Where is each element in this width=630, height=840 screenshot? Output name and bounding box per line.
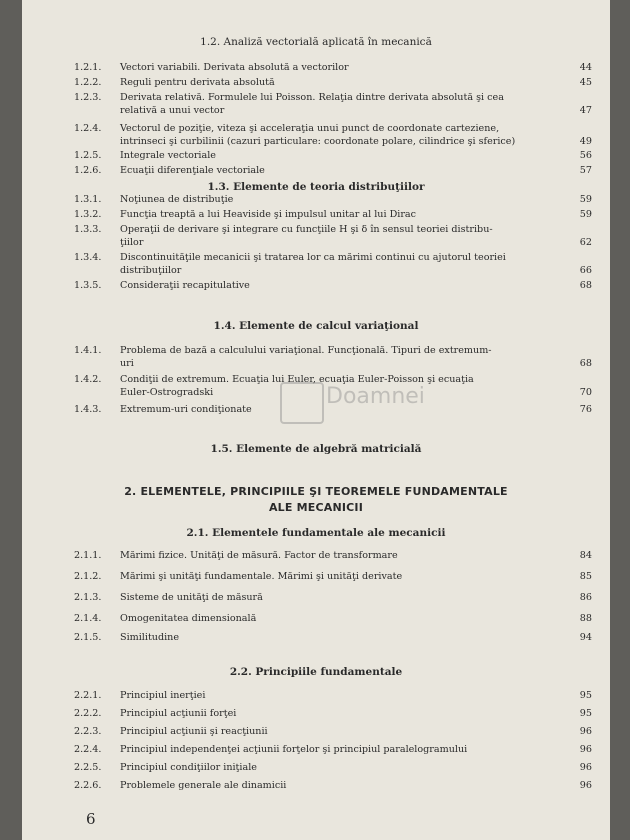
toc-entry-title-continued: Euler-Ostrogradski <box>120 387 214 398</box>
toc-entry-title: Sisteme de unităţi de măsură <box>120 592 263 603</box>
toc-entry <box>74 224 602 250</box>
toc-entry <box>74 62 602 75</box>
toc-entry-number: 2.2.2. <box>74 708 102 719</box>
toc-entry-number: 2.2.4. <box>74 744 102 755</box>
toc-entry-page: 70 <box>579 387 592 398</box>
toc-entry-page: 68 <box>579 358 592 369</box>
toc-entry-title: Vectori variabili. Derivata absolută a vectorilor <box>120 62 349 73</box>
toc-entry-page: 59 <box>579 194 592 205</box>
toc-entry-number: 2.1.5. <box>74 632 102 643</box>
section-heading-2-2: 2.2. Principiile fundamentale <box>229 666 403 678</box>
toc-entry-number: 1.4.3. <box>74 404 102 415</box>
book-icon <box>280 382 324 424</box>
toc-entry <box>74 762 602 775</box>
toc-entry-number: 1.3.1. <box>74 194 102 205</box>
toc-entry-title: Mărimi fizice. Unităţi de măsură. Factor de transformare <box>120 550 398 561</box>
toc-entry-title: Principiul inerţiei <box>120 690 206 701</box>
toc-entry <box>74 690 602 703</box>
toc-entry-number: 2.1.4. <box>74 613 102 624</box>
toc-entry-title: Derivata relativă. Formulele lui Poisson. Relaţia dintre derivata absolută şi cea <box>120 92 504 103</box>
toc-entry-number: 1.3.5. <box>74 280 102 291</box>
toc-entry-page: 68 <box>579 280 592 291</box>
toc-entry-number: 1.2.1. <box>74 62 102 73</box>
toc-entry-page: 66 <box>579 265 592 276</box>
toc-entry-page: 47 <box>579 105 592 116</box>
toc-entry-title: Discontinuităţile mecanicii şi tratarea lor ca mărimi continui cu ajutorul teoriei <box>120 252 506 263</box>
toc-entry-number: 1.2.4. <box>74 123 102 134</box>
toc-entry-title-continued: ţiilor <box>120 237 144 248</box>
toc-entry-title: Principiul acţiunii forţei <box>120 708 237 719</box>
toc-entry-number: 2.1.1. <box>74 550 102 561</box>
toc-entry-title: Mărimi şi unităţi fundamentale. Mărimi şi unităţi derivate <box>120 571 403 582</box>
toc-entry-number: 1.2.3. <box>74 92 102 103</box>
section-heading-1-5: 1.5. Elemente de algebră matricială <box>210 443 422 455</box>
toc-entry-number: 2.2.5. <box>74 762 102 773</box>
toc-entry-title: Consideraţii recapitulative <box>120 280 250 291</box>
toc-entry-number: 1.2.5. <box>74 150 102 161</box>
toc-entry-number: 1.4.2. <box>74 374 102 385</box>
toc-entry <box>74 209 602 222</box>
toc-entry-title: Ecuaţii diferenţiale vectoriale <box>120 165 265 176</box>
toc-entry-title: Similitudine <box>120 632 180 643</box>
toc-entry <box>74 150 602 163</box>
toc-entry-page: 94 <box>579 632 592 643</box>
toc-entry-page: 88 <box>579 613 592 624</box>
toc-entry-page: 96 <box>579 726 592 737</box>
toc-entry-page: 62 <box>579 237 592 248</box>
toc-entry-number: 1.3.3. <box>74 224 102 235</box>
toc-entry-page: 76 <box>579 404 592 415</box>
page-number: 6 <box>86 810 96 828</box>
watermark-logo <box>280 378 425 428</box>
toc-entry-page: 86 <box>579 592 592 603</box>
toc-entry <box>74 632 602 645</box>
toc-entry-title: Noţiunea de distribuţie <box>120 194 234 205</box>
toc-entry-number: 2.2.3. <box>74 726 102 737</box>
toc-entry-number: 1.2.2. <box>74 77 102 88</box>
toc-entry-title: Extremum-uri condiţionate <box>120 404 252 415</box>
watermark-text: Doamnei <box>326 384 425 409</box>
toc-entry-page: 96 <box>579 744 592 755</box>
toc-entry-page: 57 <box>579 165 592 176</box>
toc-entry-number: 2.2.6. <box>74 780 102 791</box>
toc-entry-title: Funcţia treaptă a lui Heaviside şi impulsul unitar al lui Dirac <box>120 209 417 220</box>
toc-entry-page: 95 <box>579 690 592 701</box>
toc-entry-title: Principiul condiţiilor iniţiale <box>120 762 257 773</box>
toc-entry <box>74 123 602 149</box>
toc-entry-title: Omogenitatea dimensională <box>120 613 257 624</box>
toc-entry <box>74 726 602 739</box>
toc-entry-page: 95 <box>579 708 592 719</box>
toc-entry <box>74 571 602 584</box>
toc-entry <box>74 345 602 371</box>
toc-entry-page: 85 <box>579 571 592 582</box>
toc-entry <box>74 92 602 118</box>
toc-entry-page: 84 <box>579 550 592 561</box>
toc-entry-title: Problema de bază a calculului variaţional. Funcţională. Tipuri de extremum- <box>120 345 492 356</box>
toc-entry <box>74 194 602 207</box>
toc-entry <box>74 165 602 178</box>
toc-entry <box>74 613 602 626</box>
chapter-heading-2-line2: ALE MECANICII <box>268 501 364 514</box>
toc-entry-title-continued: relativă a unui vector <box>120 105 225 116</box>
toc-entry-title: Principiul independenţei acţiunii forţelor şi principiul paralelogramului <box>120 744 468 755</box>
toc-entry-title: Reguli pentru derivata absolută <box>120 77 275 88</box>
chapter-heading-2-line1: 2. ELEMENTELE, PRINCIPIILE ŞI TEOREMELE FUNDAMENTALE <box>124 485 508 498</box>
toc-entry-page: 96 <box>579 762 592 773</box>
toc-entry-title-continued: intrinseci şi curbilinii (cazuri particulare: coordonate polare, cilindrice şi sferice) <box>120 136 516 147</box>
toc-entry-number: 2.1.3. <box>74 592 102 603</box>
toc-entry-title: Problemele generale ale dinamicii <box>120 780 287 791</box>
toc-entry <box>74 252 602 278</box>
toc-entry-page: 49 <box>579 136 592 147</box>
toc-entry-number: 2.1.2. <box>74 571 102 582</box>
section-heading-1-3: 1.3. Elemente de teoria distribuţiilor <box>207 181 425 193</box>
toc-entry-page: 56 <box>579 150 592 161</box>
toc-entry-page: 45 <box>579 77 592 88</box>
toc-entry-number: 1.3.4. <box>74 252 102 263</box>
section-heading-1-4: 1.4. Elemente de calcul variaţional <box>213 320 419 332</box>
toc-entry-number: 1.2.6. <box>74 165 102 176</box>
toc-entry-title: Operaţii de derivare şi integrare cu funcţiile H şi δ în sensul teoriei distribu- <box>120 224 493 235</box>
toc-entry-page: 44 <box>579 62 592 73</box>
toc-entry <box>74 550 602 563</box>
toc-entry <box>74 592 602 605</box>
toc-entry <box>74 708 602 721</box>
toc-entry-title: Vectorul de poziţie, viteza şi acceleraţia unui punct de coordonate carteziene, <box>120 123 500 134</box>
toc-entry-title: Principiul acţiunii şi reacţiunii <box>120 726 268 737</box>
toc-entry-page: 96 <box>579 780 592 791</box>
toc-entry <box>74 780 602 793</box>
section-heading-2-1: 2.1. Elementele fundamentale ale mecanicii <box>186 527 446 539</box>
toc-entry-title: Integrale vectoriale <box>120 150 216 161</box>
book-page <box>22 0 610 840</box>
toc-entry-title-continued: uri <box>120 358 134 369</box>
toc-entry-number: 2.2.1. <box>74 690 102 701</box>
section-heading-1-2: 1.2. Analiză vectorială aplicată în mecanică <box>200 36 432 48</box>
toc-entry <box>74 744 602 757</box>
toc-entry-title-continued: distribuţiilor <box>120 265 182 276</box>
toc-entry-page: 59 <box>579 209 592 220</box>
toc-entry <box>74 280 602 293</box>
toc-entry-title: Condiţii de extremum. Ecuaţia lui Euler, ecuaţia Euler-Poisson şi ecuaţia <box>120 374 474 385</box>
toc-entry <box>74 77 602 90</box>
toc-entry-number: 1.4.1. <box>74 345 102 356</box>
toc-entry-number: 1.3.2. <box>74 209 102 220</box>
